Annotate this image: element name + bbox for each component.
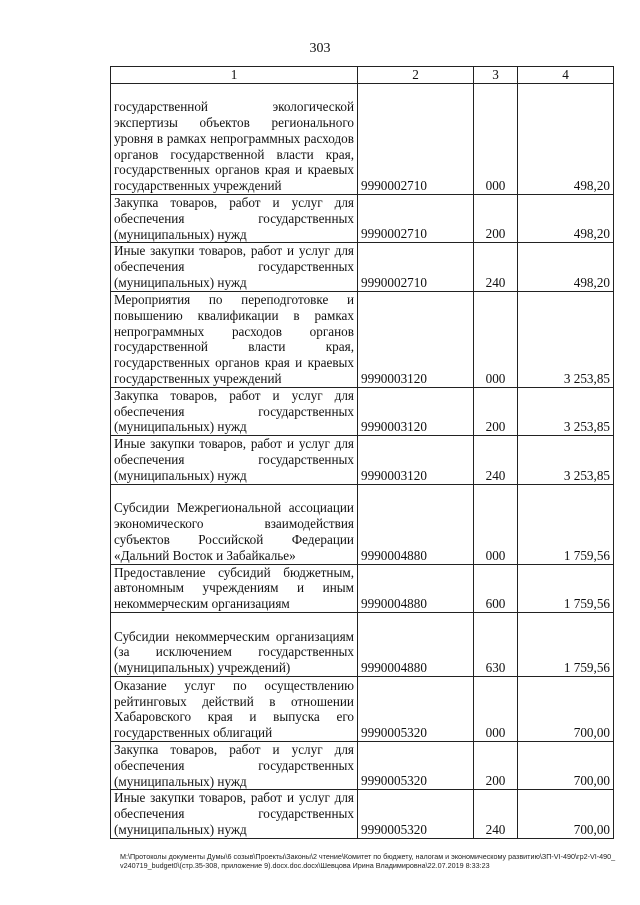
row-description: Закупка товаров, работ и услуг для обеспечения государственных (муниципальных) нужд [111, 387, 358, 435]
row-description: Закупка товаров, работ и услуг для обеспечения государственных (муниципальных) нужд [111, 741, 358, 789]
row-expense-type: 630 [474, 612, 518, 676]
table-row [111, 564, 614, 612]
row-expense-type: 200 [474, 195, 518, 243]
row-description: Иные закупки товаров, работ и услуг для обеспечения государственных (муниципальных) нужд [111, 436, 358, 484]
row-code: 9990002710 [358, 84, 474, 195]
row-amount: 498,20 [518, 195, 614, 243]
row-amount: 700,00 [518, 676, 614, 741]
row-code: 9990004880 [358, 564, 474, 612]
budget-table [110, 66, 614, 839]
row-expense-type: 600 [474, 564, 518, 612]
row-code: 9990005320 [358, 790, 474, 838]
table-row [111, 612, 614, 676]
row-description: Предоставление субсидий бюджетным, автономным учреждениям и иным некоммерческим организациям [111, 564, 358, 612]
table-row [111, 387, 614, 435]
row-code: 9990002710 [358, 243, 474, 291]
row-amount: 498,20 [518, 84, 614, 195]
row-description: Мероприятия по переподготовке и повышению квалификации в рамках непрограммных расходов органов государственной власти края, государственных органов края и краевых государственных учреждений [111, 291, 358, 387]
header-col-3: 3 [474, 67, 518, 84]
table-row [111, 291, 614, 387]
row-expense-type: 200 [474, 741, 518, 789]
row-description: Закупка товаров, работ и услуг для обеспечения государственных (муниципальных) нужд [111, 195, 358, 243]
row-code: 9990005320 [358, 741, 474, 789]
row-code: 9990003120 [358, 291, 474, 387]
table-header-row [111, 67, 614, 84]
row-expense-type: 000 [474, 676, 518, 741]
table-row [111, 243, 614, 291]
row-expense-type: 240 [474, 790, 518, 838]
row-description: Субсидии Межрегиональной ассоциации экономического взаимодействия субъектов Российской Федерации «Дальний Восток и Забайкалье» [111, 484, 358, 564]
row-description: Субсидии некоммерческим организациям (за исключением государственных (муниципальных) учреждений) [111, 612, 358, 676]
row-amount: 3 253,85 [518, 436, 614, 484]
row-code: 9990002710 [358, 195, 474, 243]
row-amount: 700,00 [518, 790, 614, 838]
table-row [111, 484, 614, 564]
row-code: 9990004880 [358, 612, 474, 676]
row-description: Иные закупки товаров, работ и услуг для обеспечения государственных (муниципальных) нужд [111, 243, 358, 291]
row-expense-type: 240 [474, 436, 518, 484]
page-number: 303 [309, 41, 331, 56]
row-amount: 3 253,85 [518, 291, 614, 387]
row-amount: 498,20 [518, 243, 614, 291]
header-col-1: 1 [111, 67, 358, 84]
row-code: 9990003120 [358, 436, 474, 484]
row-amount: 700,00 [518, 741, 614, 789]
row-expense-type: 240 [474, 243, 518, 291]
row-amount: 3 253,85 [518, 387, 614, 435]
row-expense-type: 200 [474, 387, 518, 435]
row-expense-type: 000 [474, 291, 518, 387]
row-amount: 1 759,56 [518, 612, 614, 676]
row-expense-type: 000 [474, 484, 518, 564]
row-amount: 1 759,56 [518, 564, 614, 612]
table-row [111, 676, 614, 741]
row-expense-type: 000 [474, 84, 518, 195]
row-description: Иные закупки товаров, работ и услуг для обеспечения государственных (муниципальных) нужд [111, 790, 358, 838]
table-row [111, 741, 614, 789]
table-row [111, 195, 614, 243]
row-code: 9990004880 [358, 484, 474, 564]
row-description: Оказание услуг по осуществлению рейтинговых действий в отношении Хабаровского края и выпуска его государственных облигаций [111, 676, 358, 741]
row-code: 9990003120 [358, 387, 474, 435]
table-row [111, 84, 614, 195]
header-col-4: 4 [518, 67, 614, 84]
header-col-2: 2 [358, 67, 474, 84]
row-description: государственной экологической экспертизы объектов регионального уровня в рамках непрограммных расходов органов государственной власти края, государственных органов края и краевых государственных учреждений [111, 84, 358, 195]
row-amount: 1 759,56 [518, 484, 614, 564]
file-path-footer: M:\Протоколы документы Думы\6 созыв\Проекты\Законы\2 чтение\Комитет по бюджету, налогам и экономическому развитию\ЗП-VI-490\гр2-VI-490_v240719_budget0\(стр.35-308, приложение 9).docx.doc.docx\Шевцова Ирина Владимировна\22.07.2019 8:33:23 [120, 852, 616, 870]
table-row [111, 790, 614, 838]
row-code: 9990005320 [358, 676, 474, 741]
table-row [111, 436, 614, 484]
